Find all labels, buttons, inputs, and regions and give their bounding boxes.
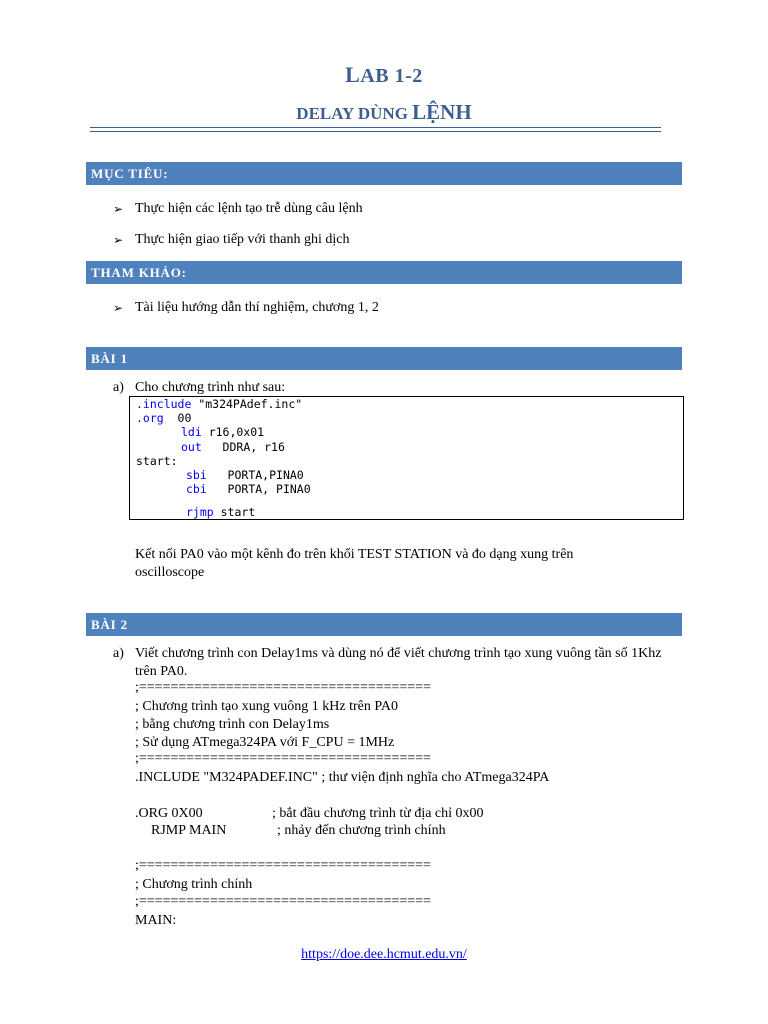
code-args: PORTA,PINA0: [206, 468, 304, 482]
code-line: [181, 425, 264, 439]
asm-rjmp: RJMP MAIN: [151, 823, 227, 838]
title-divider-thick: [90, 127, 661, 128]
arrowhead-bullet-icon: ➢: [113, 233, 124, 247]
section-bar-references: THAM KHẢO:: [86, 261, 682, 284]
list-item-text: Thực hiện các lệnh tạo trễ dùng câu lệnh: [135, 201, 363, 216]
exercise1-item-marker: a): [113, 380, 124, 395]
code-block: [129, 396, 684, 520]
asm-separator: ;=====================================: [135, 858, 432, 873]
asm-org: .ORG 0X00: [135, 806, 203, 821]
asm-comment: ; bằng chương trình con Delay1ms: [135, 717, 330, 732]
exercise1-item-text: Cho chương trình như sau:: [135, 380, 286, 395]
lab-subtitle-big: LỆNH: [412, 100, 472, 124]
lab-title-rest: AB 1-2: [360, 65, 423, 87]
arrowhead-bullet-icon: ➢: [113, 301, 124, 315]
code-args: "m324PAdef.inc": [191, 397, 303, 411]
footer-link[interactable]: https://doe.dee.hcmut.edu.vn/: [301, 947, 467, 962]
code-line: [186, 482, 311, 496]
asm-comment: ; Chương trình tạo xung vuông 1 kHz trên PA0: [135, 699, 398, 714]
code-args: 00: [163, 411, 192, 425]
section-bar-exercise2: BÀI 2: [86, 613, 682, 636]
list-item-text: Tài liệu hướng dẫn thí nghiệm, chương 1, 2: [135, 300, 379, 315]
code-line: [136, 411, 191, 425]
code-keyword: ldi: [181, 425, 202, 439]
code-label: start:: [136, 454, 178, 468]
code-keyword: .org: [136, 411, 164, 425]
asm-comment: ; Sử dụng ATmega324PA với F_CPU = 1MHz: [135, 735, 395, 750]
lab-subtitle-small: DELAY DÙNG: [296, 104, 413, 123]
arrowhead-bullet-icon: ➢: [113, 202, 124, 216]
code-line: [186, 468, 304, 482]
code-keyword: .include: [136, 397, 192, 411]
exercise2-item-marker: a): [113, 646, 124, 661]
asm-rjmp-comment: ; nhảy đến chương trình chính: [277, 823, 446, 838]
code-args: start: [213, 505, 256, 519]
code-line: [181, 440, 285, 454]
asm-include: .INCLUDE "M324PADEF.INC" ; thư viện định nghĩa cho ATmega324PA: [135, 770, 550, 785]
asm-separator: ;=====================================: [135, 751, 432, 766]
code-args: DDRA, r16: [201, 440, 285, 454]
lab-title-initial: L: [345, 62, 361, 87]
section-bar-objectives: MỤC TIÊU:: [86, 162, 682, 185]
code-keyword: sbi: [186, 468, 207, 482]
section-bar-exercise1: BÀI 1: [86, 347, 682, 370]
asm-main-label: MAIN:: [135, 913, 177, 928]
code-keyword: cbi: [186, 482, 207, 496]
title-divider-thin: [90, 131, 661, 132]
code-keyword: rjmp: [186, 505, 214, 519]
code-args: r16,0x01: [201, 425, 265, 439]
lab-title: [0, 62, 768, 88]
exercise2-item-text: Viết chương trình con Delay1ms và dùng nó để viết chương trình tạo xung vuông tần số 1Khz trên PA0.: [135, 646, 662, 679]
code-args: PORTA, PINA0: [206, 482, 311, 496]
code-line: [186, 505, 255, 519]
code-line: [136, 397, 302, 411]
exercise1-instruction: Kết nối PA0 vào một kênh đo trên khối TEST STATION và đo dạng xung trên oscilloscope: [135, 547, 574, 580]
asm-org-comment: ; bắt đầu chương trình từ địa chỉ 0x00: [272, 806, 484, 821]
asm-separator: ;=====================================: [135, 894, 432, 909]
list-item-text: Thực hiện giao tiếp với thanh ghi dịch: [135, 232, 350, 247]
code-keyword: out: [181, 440, 202, 454]
asm-comment: ; Chương trình chính: [135, 877, 253, 892]
lab-subtitle: [0, 100, 768, 125]
asm-separator: ;=====================================: [135, 680, 432, 695]
